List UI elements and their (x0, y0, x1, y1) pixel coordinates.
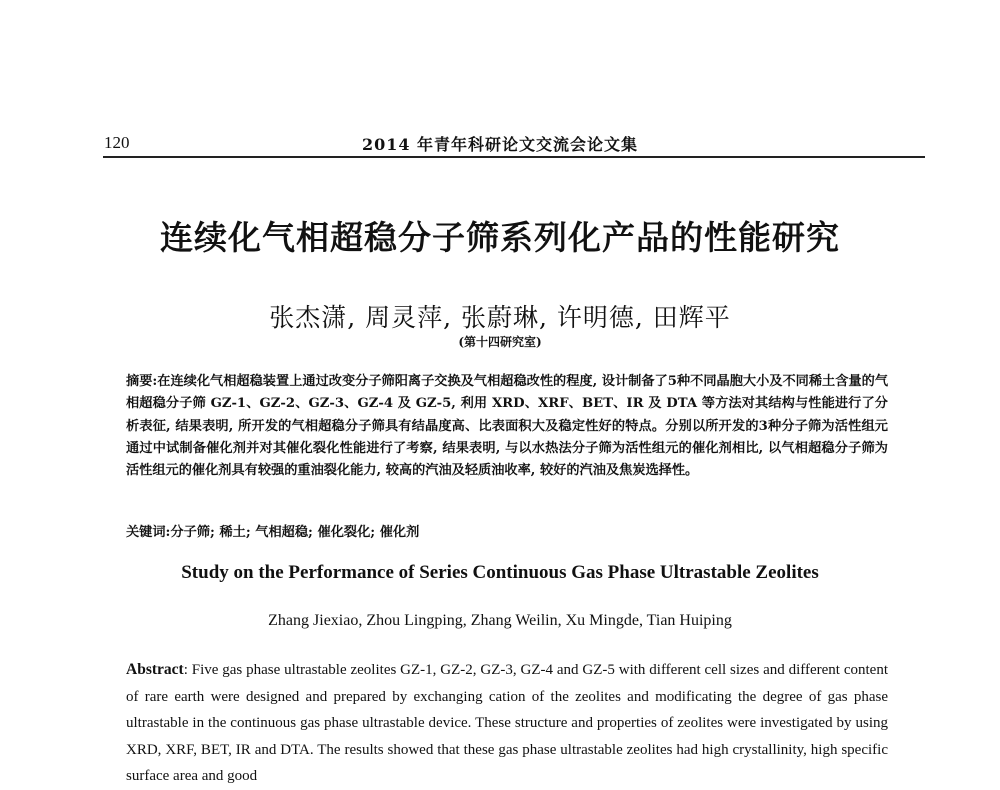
english-abstract-text: : Five gas phase ultrastable zeolites GZ-1, GZ-2, GZ-3, GZ-4 and GZ-5 with different cell sizes and different content of rare earth were designed and prepared by exchanging cation of the zeolites and modificating the degree of gas phase ultrastable in the continuous gas phase ultrastable device. These structure and properties of zeolites were investigated by using XRD, XRF, BET, IR and DTA. The results showed that these gas phase ultrastable zeolites had high crystallinity, high specific surface area and good (126, 662, 888, 784)
chinese-abstract (126, 371, 888, 482)
english-abstract-label: Abstract (126, 661, 184, 678)
chinese-keywords-label: 关键词: (126, 525, 171, 540)
english-title: Study on the Performance of Series Continuous Gas Phase Ultrastable Zeolites (181, 562, 819, 583)
chinese-authors: 张杰潇, 周灵萍, 张蔚琳, 许明德, 田辉平 (269, 303, 731, 332)
chinese-keywords (126, 521, 888, 540)
chinese-abstract-text: 在连续化气相超稳装置上通过改变分子筛阳离子交换及气相超稳改性的程度, 设计制备了5种不同晶胞大小及不同稀土含量的气相超稳分子筛 GZ-1、GZ-2、GZ-3、GZ-4 及 GZ-5, 利用 XRD、XRF、BET、IR 及 DTA 等方法对其结构与性能进行了分析表征, 结果表明, 所开发的气相超稳分子筛具有结晶度高、比表面积大及稳定性好的特点。分别以所开发的3种分子筛为活性组元通过中试制备催化剂并对其催化裂化性能进行了考察, 结果表明, 与以水热法分子筛为活性组元的催化剂相比, 以气相超稳分子筛为活性组元的催化剂具有较强的重油裂化能力, 较高的汽油及轻质油收率, 较好的汽油及焦炭选择性。 (126, 374, 889, 479)
english-authors: Zhang Jiexiao, Zhou Lingping, Zhang Weilin, Xu Mingde, Tian Huiping (268, 612, 732, 629)
chinese-keywords-text: 分子筛; 稀土; 气相超稳; 催化裂化; 催化剂 (170, 525, 420, 540)
chinese-abstract-label: 摘要: (126, 374, 158, 389)
english-abstract (126, 657, 888, 790)
page-number: 120 (104, 133, 130, 152)
running-head: 2014 年青年科研论文交流会论文集 (361, 135, 639, 154)
chinese-title: 连续化气相超稳分子筛系列化产品的性能研究 (160, 218, 840, 257)
chinese-affiliation: (第十四研究室) (458, 335, 542, 349)
header-rule (103, 156, 925, 158)
